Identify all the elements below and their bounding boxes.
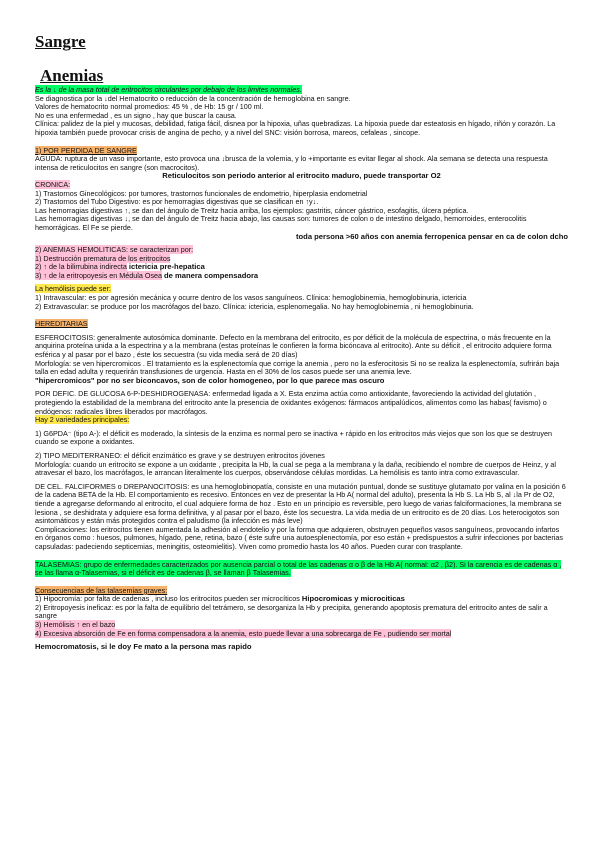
cronica-item-2: 2) Trastornos del Tubo Digestivo: es por hemorragias digestivas que se clasifican en ↑y↓. — [35, 197, 319, 207]
handwritten-note-ictericia: ictericia pre-hepatica — [128, 262, 205, 272]
definition: Es la ↓ de la masa total de eritrocitos circulantes por debajo de los limites normales. — [35, 85, 302, 94]
g6pd-variedades: Hay 2 variedades principales: — [35, 415, 130, 425]
consecuencia-4: 4) Excesiva absorción de Fe en forma compensadora a la anemia, esto puede llevar a una sobrecarga de Fe , pudiendo ser mortal — [35, 628, 452, 638]
esferocitosis-paragraph: ESFEROCITOSIS: generalmente autosómica dominante. Defecto en la membrana del eritrocito, es por déficit de la molécula de espectrina, o más frecuente en la anquirina proteína unida a la espectrina y a la membrana (estas proteínas le confieren la forma bicóncava al eritrocito). Ante su déficit , el eritrocito adquiere forma esférica y al pasar por el bazo , éste los secuestra (su vida media será de 20 días) — [35, 332, 552, 360]
falciformes-paragraph: DE CEL. FALCIFORMES o DREPANOCITOSIS: es una hemoglobinopatía, consiste en una mutación puntual, donde se sustituye glutamato por valina en la posición 6 de la cadena BETA de la Hb. El comportamiento es recesivo. Entonces en vez de presentar la Hb A( normal del adulto), presenta la Hb S. La Hb S, al ↓la Pr de O2, tiende a agregarse deformando al eritrocito, el cual adquiere forma de hoz . Esto en un principio es reversible, pero luego de varias falciformaciones, la membrana se lesiona , se deshidrata y adquiere esa forma definitiva, y al pasar por el bazo, éste los secuestra. La vida media de un eritrocito es de 20 días. Los heterocigotos son asintomáticos y están más protegidos contra el paludismo (la infección es más leve) — [35, 481, 566, 526]
cronica-item-4: Las hemorragias digestivas ↓, se dan del ángulo de Treitz hacia abajo, las causas son: tumores de colon o de intestino delgado, hemorroides, enterocolitis hemorrágicas. El Fe se pierde. — [35, 214, 527, 232]
morfologia-esferocitosis: Morfología: se ven hipercromicos . El tratamiento es la esplenectomía que corrige la anemia , pero no la esferocitosis Si no se realiza la esplenectomía, sufrirán baja talla en edad adulta y requerirán transfusiones de urgencia. Hasta en el 30% de los casos puede ser una anemia leve. — [35, 358, 560, 377]
heading-hereditarias: HEREDITARIAS — [35, 319, 88, 329]
aguda-paragraph: AGUDA: ruptura de un vaso importante, esto provoca una ↓brusca de la volemia, y lo +importante es evitar llegar al shock. Ala semana se detecta una respuesta intensa de reticulocitos en sangre (son macrocitos). — [35, 154, 548, 172]
consecuencia-2: 2) Eritropoyesis ineficaz: es por la falta de equilibrio del tetrámero, se desorganiza la Hb y precipita, generando apoptosis prematura del eritrocito antes de salir a sangre — [35, 602, 548, 621]
consecuencias-heading: Consecuencias de las talasemias graves: — [35, 585, 168, 595]
g6pd-variant-2: 2) TIPO MEDITERRANEO: el déficit enzimático es grave y se destruyen eritrocitos jóvenes — [35, 450, 325, 460]
hemolisis-intravascular: 1) Intravascular: es por agresión mecánica y ocurre dentro de los vasos sanguíneos. Clínica: hemoglobinemia, hemoglobinuria, ictericia — [35, 293, 467, 303]
page-title: Sangre — [35, 32, 86, 51]
consecuencia-3: 3) Hemólisis ↑ en el bazo — [35, 620, 116, 630]
hemolisis-heading: La hemólisis puede ser: — [35, 284, 111, 294]
diag-line-2: Valores de hematocrito normal promedios: 45 % , de Hb: 15 gr / 100 ml. — [35, 102, 264, 112]
document-body — [35, 86, 568, 652]
hemolitica-item-1: 1) Destrucción prematura de los eritrocitos — [35, 253, 171, 263]
consecuencia-1: 1) Hipocromía: por falta de cadenas , incluso los eritrocitos pueden ser microcíticos — [35, 594, 300, 604]
diag-line-1: Se diagnostica por la ↓del Hematocrito o reducción de la concentración de hemoglobina en sangre. — [35, 93, 351, 103]
cronica-item-3: Las hemorragias digestivas ↑, se dan del ángulo de Treitz hacia arriba, los ejemplos: gastritis, cáncer gástrico, esofagitis, úlcera péptica. — [35, 205, 469, 215]
heading-hemoliticas: 2) ANEMIAS HEMOLITICAS: se caracterizan por: — [35, 245, 194, 255]
handwritten-note-colon: toda persona >60 años con anemia ferropenica pensar en ca de colon dcho — [296, 231, 568, 241]
g6pd-variant-1: 1) G6PDA⁻ (tipo A-): el déficit es moderado, la síntesis de la enzima es normal pero se inactiva + rápido en los eritrocitos más viejos que son los que se destruyen cuando se expone a oxidantes. — [35, 428, 552, 447]
hemolitica-item-3: 3) ↑ de la eritropoyesis en Médula Osea — [35, 270, 163, 280]
heading-perdida-sangre: 1) POR PERDIDA DE SANGRE — [35, 145, 137, 155]
handwritten-note-reticulocitos: Reticulocitos son periodo anterior al eritrocito maduro, puede transportar O2 — [162, 171, 441, 181]
handwritten-note-hipocromicas: Hipocromicas y microciticas — [301, 594, 405, 604]
handwritten-note-hemocromatosis: Hemocromatosis, si le doy Fe mato a la persona mas rapido — [35, 642, 252, 652]
cronica-item-1: 1) Trastornos Ginecológicos: por tumores, trastornos funcionales de endometrio, hiperplasia endometrial — [35, 188, 368, 198]
diag-line-3: No es una enfermedad , es un signo , hay que buscar la causa. — [35, 110, 237, 120]
section-title: Anemias — [40, 66, 104, 85]
cronica-label: CRONICA: — [35, 179, 71, 189]
clinica-paragraph: Clínica: palidez de la piel y mucosas, debilidad, fatiga fácil, disnea por la hipoxia, uñas quebradizas. La hipoxia puede dar esteatosis en hígado, riñón y corazón. La hipoxia también puede provocar crisis de angina de pecho, y a nivel del SNC: visión borrosa, mareos, cefaleas , sincope. — [35, 119, 556, 137]
hemolitica-item-2: 2) ↑ de la bilirrubina indirecta — [35, 262, 127, 272]
complicaciones-paragraph: Complicaciones: los eritrocitos tienen aumentada la adhesión al endotelio y por la forma que adquieren, obstruyen pequeños vasos sanguíneos, provocando infartos en órganos como : huesos, pulmones, hígado, pene, retina, bazo ( éste sufre una autoesplenectomía, por eso están + predispuestos a sufrir infecciones por bacterias capsuladas: padeciendo septicemias, meningitis, osteomielitis). Viven como promedio hasta los 40 años. Pueden curar con trasplante. — [35, 524, 564, 551]
g6pd-morfologia: Morfología: cuando un eritrocito se expone a un oxidante , precipita la Hb, la cual se pega a la membrana y la daña, recibiendo el nombre de cuerpos de Heinz, y al atravesar el bazo, los macrófagos, le arrancan literalmente los cuerpos, observándose células mordidas. La hemólisis es tanto intra como extravascular. — [35, 459, 557, 478]
handwritten-note-hipercromicos: "hipercromicos" por no ser biconcavos, son de color homogeneo, por lo que parece mas oscuro — [35, 375, 385, 385]
g6pd-paragraph: POR DEFIC. DE GLUCOSA 6-P-DESHIDROGENASA: enfermedad ligada a X. Esta enzima actúa como antioxidante, favoreciendo la actividad del glutatión , protegiendo la estabilidad de la membrana del eritrocito ante la presencia de oxidantes exógenos: fármacos antipalúdicos, alimentos como las habas( favismo) o endógenos: radicales libres liberados por macrófagos. — [35, 389, 547, 416]
hemolisis-extravascular: 2) Extravascular: se produce por los macrófagos del bazo. Clínica: ictericia, esplenomegalia. No hay hemoglobinemia , ni hemoglobinuria. — [35, 301, 474, 311]
handwritten-note-compensadora: de manera compensadora — [164, 270, 259, 280]
talasemias-paragraph: TALASEMIAS: grupo de enfermedades caracterizados por ausencia parcial o total de las cadenas α o β de la Hb A( normal: α2 , β2). Si la carencia es de cadenas α , se las llama α-Talasemias, si el déficit es de cadenas β, se llaman β Talasemias. — [35, 559, 562, 578]
